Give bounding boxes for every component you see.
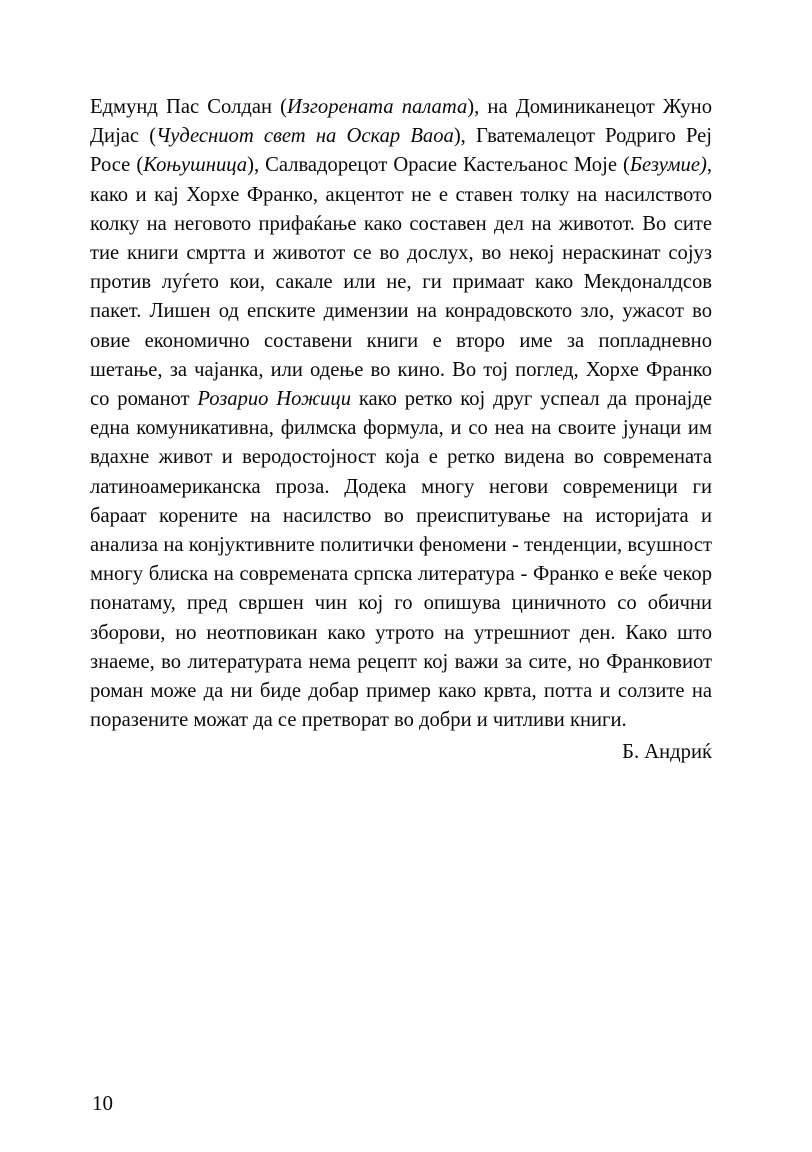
page-number: 10 [92, 1091, 113, 1115]
book-title-italic: Изгорената палата [286, 96, 468, 118]
text-run: , како и кај Хорхе Франко, акцентот не е ставен толку на насилството колку на неговото прифаќање како составен дел на животот. Во сите тие книги смртта и животот се во дослух, во некој нераскинат сојуз против луѓето кои, сакале или не, ги примаат како Мекдоналдсов пакет. Лишен од епските димензии на конрадовското зло, ужасот во овие економично составени книги е второ име за попладневно шетање, за чајанка, или одење во кино. Во тој поглед, Хорхе Франко со романот [90, 154, 712, 411]
author-signature: Б. Андриќ [622, 741, 712, 763]
text-run: ), Салвадорецот Орасие Кастељанос Моје ( [247, 154, 630, 177]
text-run: ), Гватемалецот Родриго Реј Росе ( [90, 125, 712, 177]
book-title-italic: Розарио Ножици [197, 388, 352, 411]
text-run: Едмунд Пас Солдан ( [90, 96, 287, 118]
paragraph-text [90, 93, 712, 735]
text-run: како ретко кој друг успеал да пронајде една комуникативна, филмска формула, и со неа на своите јунаци им вдахне живот и веродостојност која е ретко видена во современата латиноамериканска проза. Додека многу негови современици ги бараат корените на насилство во преиспитување на историјата и анализа на конјуктивните политички феномени - тенденции, всушност многу блиска на современата српска литература - Франко е веќе чекор понатаму, пред свршен чин кој го опишува циничното со обични зборови, но неотповикан како утрото на утрешниот ден. Како што знаеме, во литературата нема рецепт кој важи за сите, но Франковиот роман може да ни биде добар пример како крвта, потта и солзите на поразените можат да се претворат во добри и читливи книги. [90, 388, 713, 732]
body-paragraph [90, 93, 712, 735]
book-title-italic: Безумие) [629, 154, 707, 177]
book-title-italic: Чудесниот свет на Оскар Ваоа [156, 125, 454, 148]
text-run: ), на Доминиканецот Жуно Дијас ( [90, 96, 712, 148]
book-title-italic: Коњушница [143, 154, 248, 177]
